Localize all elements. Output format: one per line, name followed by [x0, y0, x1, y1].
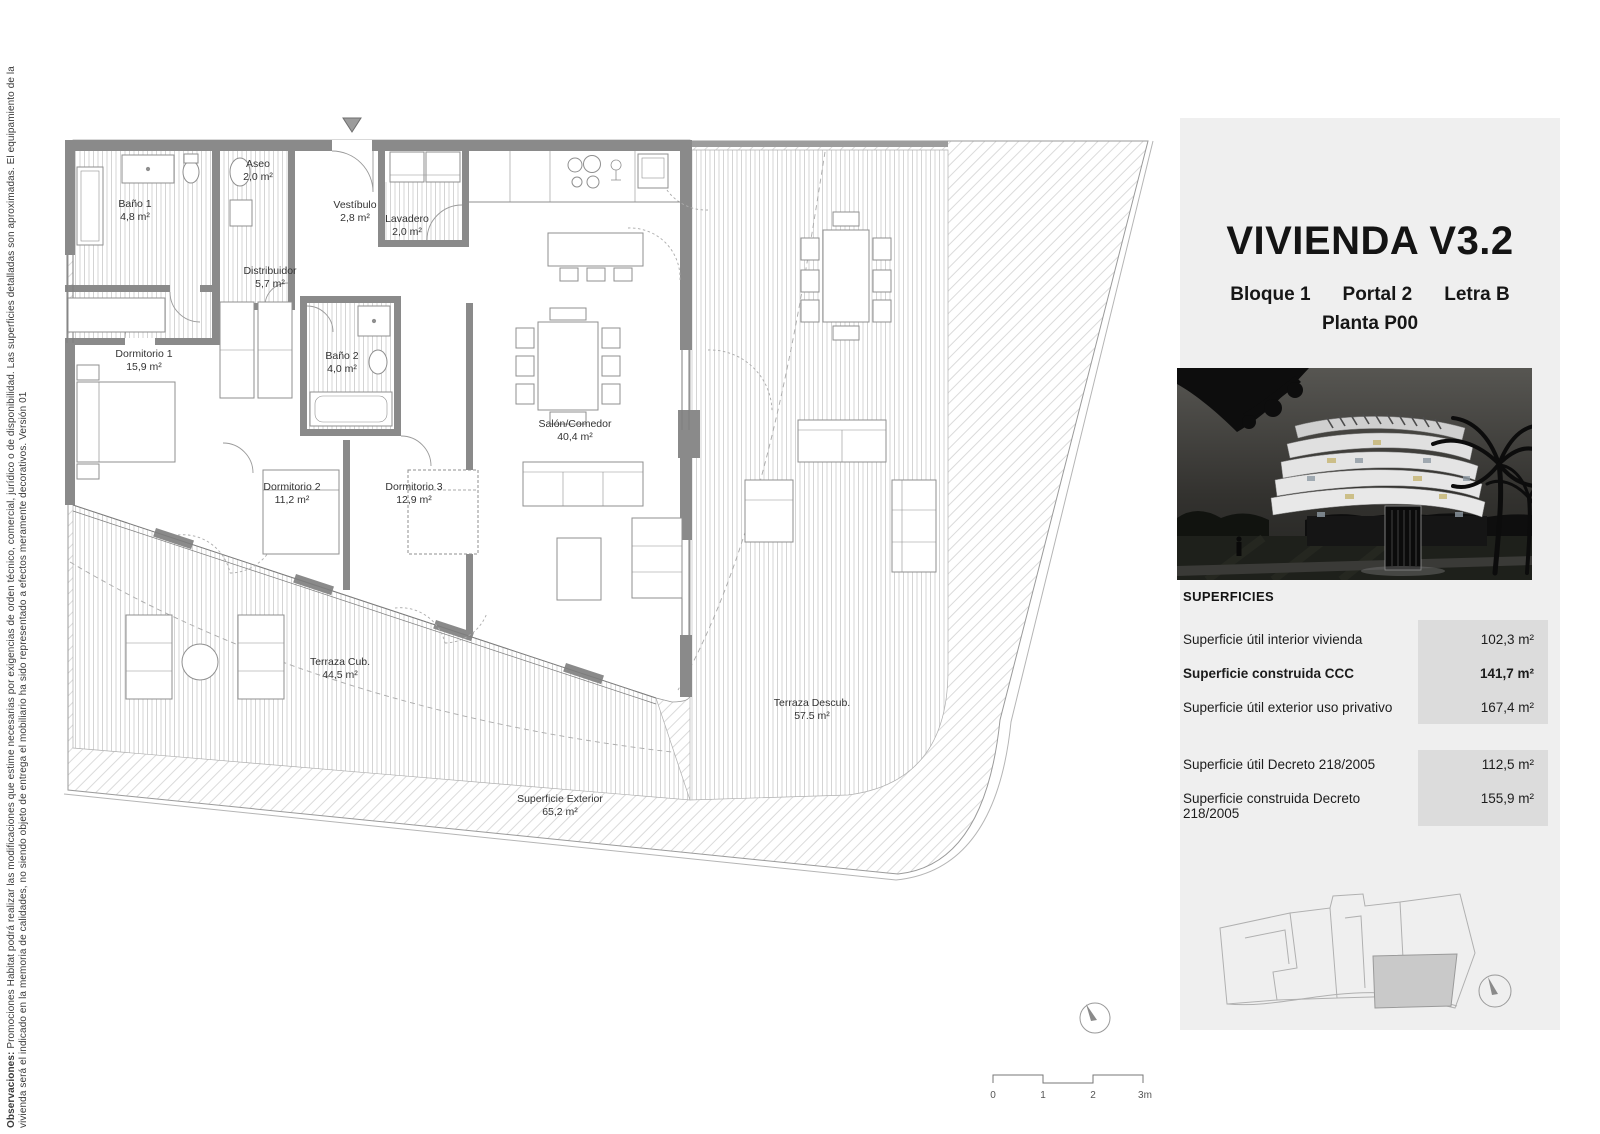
- svg-text:Baño 1: Baño 1: [118, 198, 152, 210]
- svg-text:1: 1: [1040, 1090, 1046, 1101]
- svg-text:Salón/Comedor: Salón/Comedor: [538, 418, 612, 430]
- bloque-label: Bloque 1: [1230, 284, 1311, 305]
- room-label-bano2: [325, 350, 358, 375]
- svg-text:15,9 m²: 15,9 m²: [126, 361, 162, 373]
- svg-text:Dormitorio 2: Dormitorio 2: [263, 481, 321, 493]
- svg-text:Dormitorio 3: Dormitorio 3: [385, 481, 443, 493]
- svg-text:2,0 m²: 2,0 m²: [243, 171, 273, 183]
- portal-label: Portal 2: [1342, 284, 1413, 305]
- scale-bar: [990, 1075, 1152, 1101]
- superficie-row-value: 102,3 m²: [1480, 632, 1534, 647]
- room-label-bano1: [118, 198, 151, 223]
- building-photo: [1177, 368, 1532, 580]
- superficie-row-label: Superficie construida Decreto 218/2005: [1183, 791, 1361, 821]
- svg-text:2,8 m²: 2,8 m²: [340, 212, 370, 224]
- svg-text:Baño 2: Baño 2: [325, 350, 359, 362]
- unit-subtitle: [1180, 284, 1560, 306]
- key-plan-highlighted-unit: [1373, 954, 1457, 1008]
- observations-label: Observaciones:: [6, 1051, 17, 1128]
- svg-text:3m: 3m: [1138, 1090, 1152, 1101]
- superficie-row-label: Superficie útil Decreto 218/2005: [1183, 757, 1376, 772]
- key-plan-compass-icon: [1479, 975, 1511, 1007]
- entrance-marker: [343, 118, 361, 132]
- key-plan: [1205, 878, 1525, 1030]
- svg-text:4,0 m²: 4,0 m²: [327, 363, 357, 375]
- room-label-aseo: [243, 158, 273, 183]
- svg-text:Superficie Exterior: Superficie Exterior: [517, 793, 603, 805]
- svg-text:65,2 m²: 65,2 m²: [542, 806, 578, 818]
- svg-text:Terraza Cub.: Terraza Cub.: [309, 656, 371, 668]
- superficie-row-label: Superficie útil interior vivienda: [1183, 632, 1363, 647]
- svg-text:40,4 m²: 40,4 m²: [557, 431, 593, 443]
- observations-text-1: Promociones Habitat podrá realizar las modificaciones que estime necesarias por exigencias de orden técnico, comercial, jurídico o de disponibilidad. Las superficies detalladas son aproximadas. El equipamiento de la: [6, 66, 17, 1052]
- svg-text:44,5 m²: 44,5 m²: [322, 669, 358, 681]
- superficie-row-label: Superficie construida CCC: [1183, 666, 1355, 681]
- svg-text:0: 0: [990, 1090, 996, 1101]
- svg-text:Vestíbulo: Vestíbulo: [333, 199, 377, 211]
- svg-text:Terraza Descub.: Terraza Descub.: [773, 697, 851, 709]
- superficie-row-label: Superficie útil exterior uso privativo: [1183, 700, 1393, 715]
- observations-note-line-2: [18, 392, 29, 1128]
- svg-text:Lavadero: Lavadero: [385, 213, 429, 225]
- person-silhouette: [1236, 536, 1241, 556]
- svg-text:2: 2: [1090, 1090, 1096, 1101]
- superficie-row-value: 112,5 m²: [1481, 757, 1534, 772]
- superficies-heading: SUPERFICIES: [1183, 589, 1275, 604]
- svg-text:Aseo: Aseo: [246, 158, 270, 170]
- svg-text:Dormitorio 1: Dormitorio 1: [115, 348, 173, 360]
- letra-label: Letra B: [1444, 284, 1510, 305]
- observations-note-line-1: [6, 66, 17, 1128]
- svg-text:5,7 m²: 5,7 m²: [255, 278, 285, 290]
- compass-icon: [1080, 1003, 1110, 1033]
- superficie-row-value: 155,9 m²: [1480, 791, 1534, 806]
- svg-text:11,2 m²: 11,2 m²: [274, 494, 310, 506]
- page-title: VIVIENDA V3.2: [1226, 219, 1514, 263]
- superficie-row-value: 141,7 m²: [1479, 666, 1534, 681]
- superficie-row-value: 167,4 m²: [1480, 700, 1534, 715]
- svg-text:2,0 m²: 2,0 m²: [392, 226, 422, 238]
- planta-label: Planta P00: [1321, 313, 1419, 334]
- observations-text-2: vivienda será el indicado en la memoria de calidades, no siendo objeto de entrega el mobiliario ha sido representado a efectos meramente decorativos. Versión 01: [18, 391, 29, 1128]
- svg-text:12,9 m²: 12,9 m²: [396, 494, 432, 506]
- svg-text:4,8 m²: 4,8 m²: [120, 211, 150, 223]
- svg-text:Distribuidor: Distribuidor: [243, 265, 297, 277]
- svg-text:57.5 m²: 57.5 m²: [794, 710, 830, 722]
- floor-plan: [60, 110, 1165, 1122]
